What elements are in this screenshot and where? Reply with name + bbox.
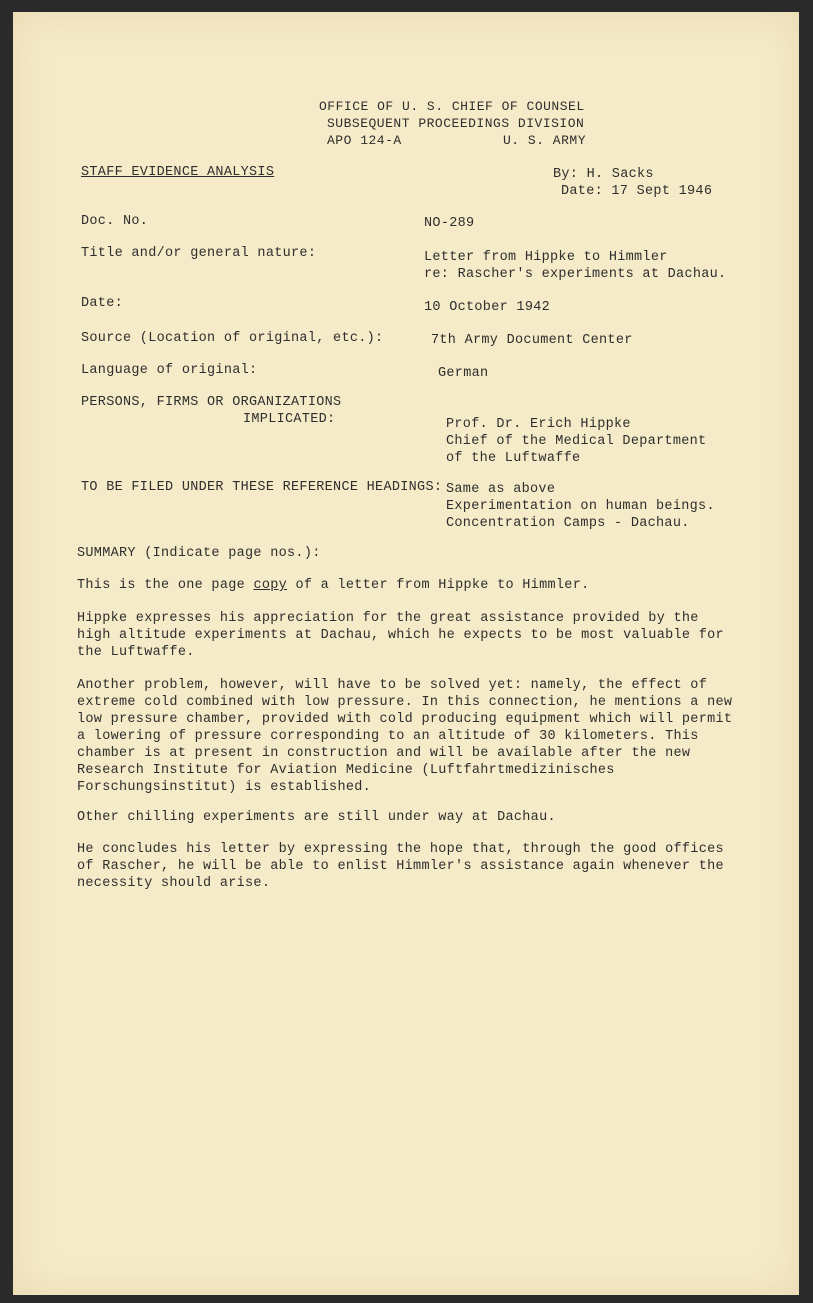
language-label: Language of original:: [81, 363, 258, 378]
language-value: German: [438, 366, 489, 381]
filed-label: TO BE FILED UNDER THESE REFERENCE HEADINGS:: [81, 480, 443, 495]
title-label: Title and/or general nature:: [81, 246, 317, 261]
persons-label-line-1: PERSONS, FIRMS OR ORGANIZATIONS: [81, 395, 342, 410]
persons-label-line-2: IMPLICATED:: [243, 412, 336, 427]
header-army: U. S. ARMY: [503, 133, 587, 148]
author: By: H. Sacks: [553, 167, 654, 182]
persons-value-line-2: Chief of the Medical Department: [446, 434, 707, 449]
date-label: Date:: [81, 296, 124, 311]
summary-intro-copy: copy: [253, 578, 288, 593]
summary-paragraph-3: Other chilling experiments are still under way at Dachau.: [77, 810, 556, 825]
summary-paragraph-1: Hippke expresses his appreciation for the great assistance provided by the high altitude experiments at Dachau, which he expects to be most valuable for the Luftwaffe.: [77, 611, 724, 660]
summary-intro: [77, 577, 590, 594]
doc-no-value: NO-289: [424, 216, 475, 231]
filed-value-line-3: Concentration Camps - Dachau.: [446, 516, 690, 531]
summary-paragraph-4: He concludes his letter by expressing the hope that, through the good offices of Rascher, he will be able to enlist Himmler's assistance again whenever the necessity should arise.: [77, 842, 724, 891]
analysis-date: Date: 17 Sept 1946: [561, 184, 713, 199]
header-line-1: OFFICE OF U. S. CHIEF OF COUNSEL: [319, 99, 585, 114]
header-line-2: SUBSEQUENT PROCEEDINGS DIVISION: [327, 116, 585, 131]
source-label: Source (Location of original, etc.):: [81, 331, 384, 346]
source-value: 7th Army Document Center: [431, 333, 633, 348]
summary-label: SUMMARY (Indicate page nos.):: [77, 546, 321, 561]
filed-value-line-2: Experimentation on human beings.: [446, 499, 715, 514]
analysis-title: STAFF EVIDENCE ANALYSIS: [81, 165, 275, 180]
document-page: [13, 12, 799, 1295]
doc-no-label: Doc. No.: [81, 214, 149, 229]
persons-value-line-1: Prof. Dr. Erich Hippke: [446, 417, 631, 432]
persons-value-line-3: of the Luftwaffe: [446, 451, 581, 466]
header-apo: APO 124-A: [327, 133, 402, 148]
summary-paragraph-2: Another problem, however, will have to be solved yet: namely, the effect of extreme cold combined with low pressure. In this connection, he mentions a new low pressure chamber, provided with cold producing equipment which will permit a lowering of pressure corresponding to an altitude of 30 kilometers. This chamber is at present in construction and will be available after the new Research Institute for Aviation Medicine (Luftfahrtmedizinisches Forschungsinstitut) is established.: [77, 678, 733, 795]
title-value-line-2: re: Rascher's experiments at Dachau.: [424, 267, 727, 282]
title-value-line-1: Letter from Hippke to Himmler: [424, 250, 668, 265]
summary-intro-end: of a letter from Hippke to Himmler.: [287, 578, 590, 593]
date-value: 10 October 1942: [424, 300, 551, 315]
filed-value-line-1: Same as above: [446, 482, 556, 497]
summary-intro-start: This is the one page: [77, 578, 254, 593]
